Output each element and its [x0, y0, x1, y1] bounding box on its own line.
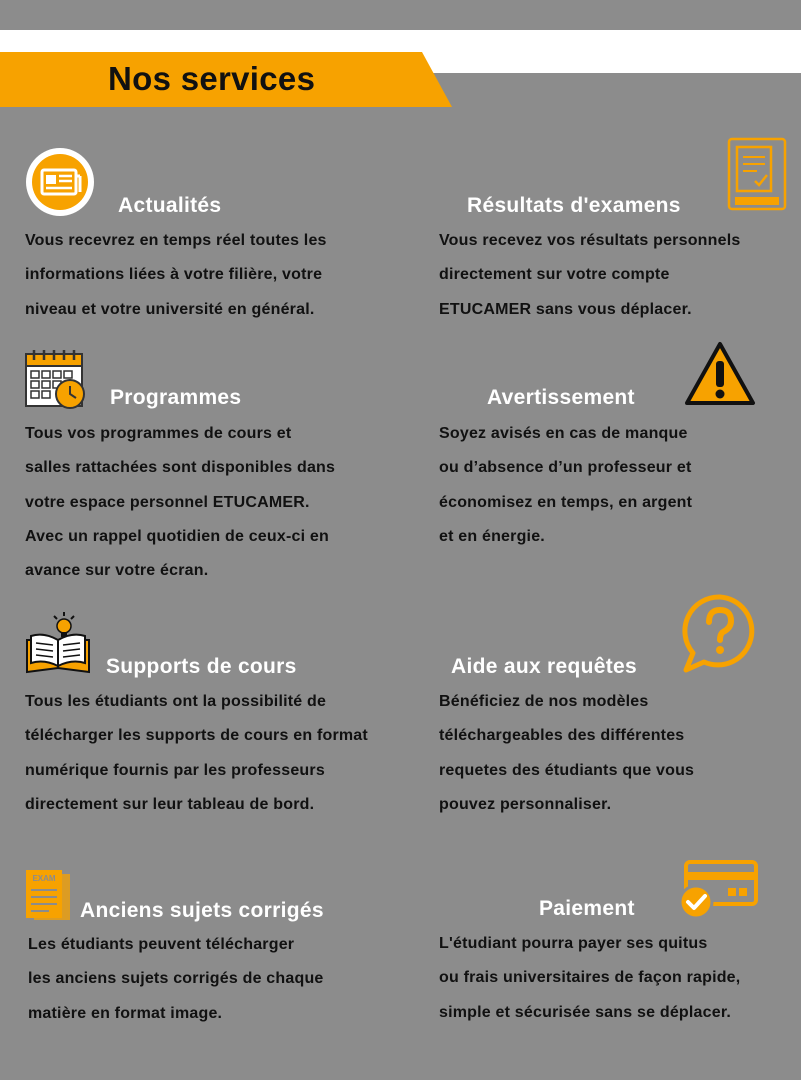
- payment-card-check-icon: [676, 858, 760, 922]
- question-bubble-icon: [680, 592, 760, 674]
- service-description-aide: [439, 685, 694, 822]
- description-line: économisez en temps, en argent: [439, 493, 693, 511]
- description-line: Avec un rappel quotidien de ceux-ci en: [25, 527, 329, 545]
- description-line: Vous recevrez en temps réel toutes les: [25, 232, 327, 249]
- description-line: matière en format image.: [28, 1004, 223, 1022]
- description-line: salles rattachées sont disponibles dans: [25, 459, 336, 477]
- description-line: Les étudiants peuvent télécharger: [28, 936, 295, 953]
- description-line: Bénéficiez de nos modèles: [439, 693, 649, 710]
- description-line: directement sur votre compte: [439, 266, 670, 284]
- description-line: Vous recevez vos résultats personnels: [439, 232, 741, 249]
- service-title-actualites: Actualités: [118, 194, 222, 217]
- service-description-supports: [25, 685, 368, 822]
- newspaper-icon: [24, 146, 96, 218]
- description-line: votre espace personnel ETUCAMER.: [25, 493, 310, 511]
- service-title-aide: Aide aux requêtes: [451, 655, 637, 678]
- service-description-paiement: [439, 927, 740, 1030]
- service-title-anciens-sujets: Anciens sujets corrigés: [80, 899, 324, 922]
- service-title-programmes: Programmes: [110, 386, 242, 409]
- description-line: Tous vos programmes de cours et: [25, 425, 292, 442]
- description-line: les anciens sujets corrigés de chaque: [28, 970, 324, 988]
- service-description-programmes: [25, 417, 335, 588]
- service-title-resultats: Résultats d'examens: [467, 194, 681, 217]
- exam-papers-icon: [24, 868, 74, 922]
- open-book-lightbulb-icon: [24, 610, 92, 676]
- description-line: Soyez avisés en cas de manque: [439, 425, 688, 442]
- description-line: simple et sécurisée sans se déplacer.: [439, 1003, 732, 1021]
- calendar-clock-icon: [24, 348, 88, 412]
- service-description-resultats: [439, 224, 740, 327]
- description-line: niveau et votre université en général.: [25, 300, 315, 318]
- description-line: télécharger les supports de cours en format: [25, 727, 368, 745]
- service-description-actualites: [25, 224, 327, 327]
- description-line: téléchargeables des différentes: [439, 727, 685, 745]
- exam-results-icon: [727, 137, 787, 211]
- service-title-supports: Supports de cours: [106, 655, 297, 678]
- service-description-avertissement: [439, 417, 692, 554]
- description-line: pouvez personnaliser.: [439, 795, 612, 813]
- description-line: ou d’absence d’un professeur et: [439, 459, 692, 477]
- description-line: Tous les étudiants ont la possibilité de: [25, 693, 327, 710]
- service-description-anciens-sujets: [28, 928, 324, 1031]
- description-line: ou frais universitaires de façon rapide,: [439, 969, 741, 987]
- service-title-avertissement: Avertissement: [487, 386, 635, 409]
- description-line: informations liées à votre filière, votre: [25, 266, 323, 284]
- description-line: avance sur votre écran.: [25, 562, 209, 580]
- description-line: et en énergie.: [439, 527, 545, 545]
- service-title-paiement: Paiement: [539, 897, 635, 920]
- section-title: Nos services: [108, 60, 316, 97]
- description-line: numérique fournis par les professeurs: [25, 761, 325, 779]
- description-line: directement sur leur tableau de bord.: [25, 795, 315, 813]
- description-line: L'étudiant pourra payer ses quitus: [439, 935, 708, 952]
- description-line: requetes des étudiants que vous: [439, 761, 695, 779]
- description-line: ETUCAMER sans vous déplacer.: [439, 300, 692, 318]
- exam-label: EXAM: [32, 874, 56, 883]
- top-strip: [0, 0, 801, 30]
- warning-icon: [684, 341, 756, 407]
